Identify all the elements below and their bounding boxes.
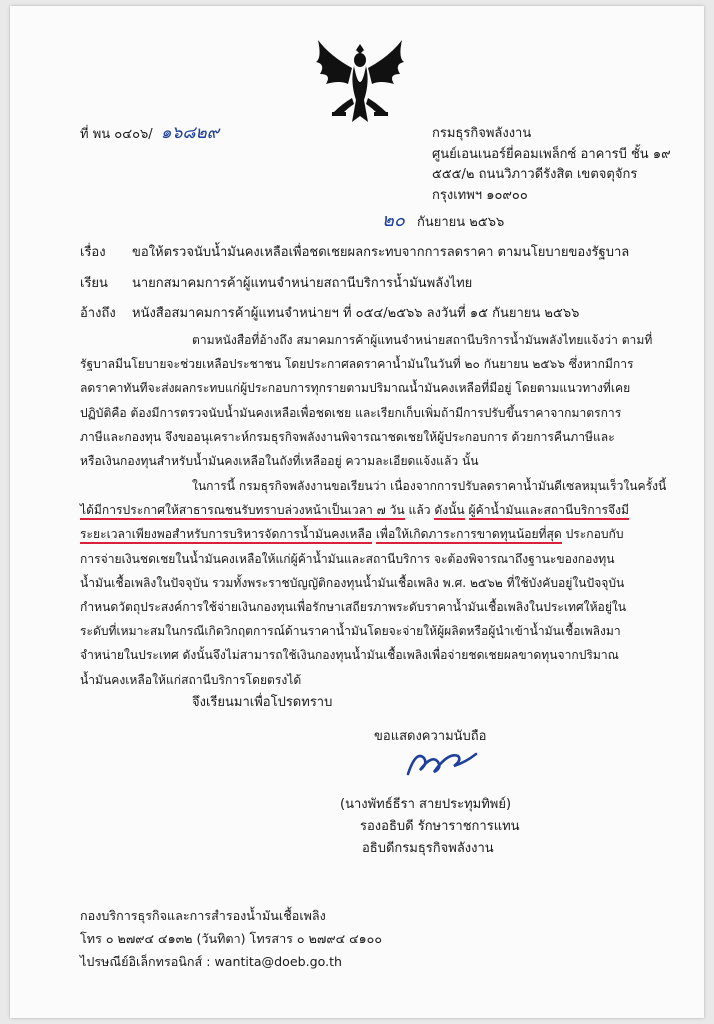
paragraph-2-line: การจ่ายเงินชดเชยในน้ำมันคงเหลือให้แก่ผู้ค้าน้ำมันและสถานีบริการ จะต้องพิจารณาถึงฐานะของกองทุน [80, 551, 615, 566]
highlight-therefore: ดังนั้น [434, 503, 464, 520]
closing-line: จึงเรียนมาเพื่อโปรดทราบ [192, 695, 333, 710]
paragraph-1 [80, 328, 653, 473]
highlight-time-enough: ระยะเวลาเพียงพอสำหรับการบริหารจัดการน้ำมันคงเหลือ [80, 527, 372, 544]
subject-text: ขอให้ตรวจนับน้ำมันคงเหลือเพื่อชดเชยผลกระทบจากการลดราคา ตามนโยบายของรัฐบาล [132, 245, 630, 260]
ref-number [80, 124, 219, 144]
paragraph-1-line: ตามหนังสือที่อ้างถึง สมาคมการค้าผู้แทนจำหน่ายสถานีบริการน้ำมันพลังไทยแจ้งว่า ตามที่ [192, 333, 653, 347]
footer-email: ไปรษณีย์อิเล็กทรอนิกส์ : wantita@doeb.go.th [80, 954, 342, 969]
regards-line: ขอแสดงความนับถือ [374, 729, 487, 744]
paragraph-2-line: กำหนดวัตถุประสงค์การใช้จ่ายเงินกองทุนเพื่อรักษาเสถียรภาพระดับราคาน้ำมันเชื้อเพลิงในประเทศให้อยู่ใน [80, 600, 627, 615]
recipient-text: นายกสมาคมการค้าผู้แทนจำหน่ายสถานีบริการน้ำมันพลังไทย [132, 276, 473, 291]
subject-label: เรื่อง [80, 245, 106, 260]
signer-name: (นางพัทธ์ธีรา สายประทุมทิพย์) [340, 797, 512, 812]
highlight-minimize-loss: เพื่อให้เกิดภาระการขาดทุนน้อยที่สุด [376, 527, 562, 544]
recipient-row [80, 275, 472, 293]
reference-row [80, 305, 579, 323]
date-day-handwritten: ๒๐ [382, 210, 405, 231]
sender-dept: กรมธุรกิจพลังงาน [432, 126, 532, 141]
garuda-emblem-icon [312, 38, 408, 126]
paragraph-2-line: ในการนี้ กรมธุรกิจพลังงานขอเรียนว่า เนื่องจากการปรับลดราคาน้ำมันดีเซลหมุนเร็วในครั้งนี้ [192, 479, 667, 493]
letter-page [10, 6, 704, 1018]
sender-street: ๕๕๕/๒ ถนนวิภาวดีรังสิต เขตจตุจักร [432, 167, 638, 182]
paragraph-1-line: ภาษีและกองทุน จึงขออนุเคราะห์กรมธุรกิจพลังงานพิจารณาชดเชยให้ผู้ประกอบการ ด้วยการคืนภาษีและ [80, 429, 615, 444]
sender-address [432, 124, 671, 206]
reference-text: หนังสือสมาคมการค้าผู้แทนจำหน่ายฯ ที่ ๐๕๔/๒๕๖๖ ลงวันที่ ๑๕ กันยายน ๒๕๖๖ [132, 306, 580, 321]
subject-row [80, 244, 629, 262]
paragraph-2-line: น้ำมันคงเหลือให้แก่สถานีบริการโดยตรงได้ [80, 672, 302, 687]
ref-number-prefix: ที่ พน ๐๔๐๖/ [80, 127, 153, 142]
signer-title-1: รองอธิบดี รักษาราชการแทน [360, 819, 520, 834]
paragraph-2-line-highlighted: ได้มีการประกาศให้สาธารณชนรับทราบล่วงหน้าเป็นเวลา ๗ วัน แล้ว ดังนั้น ผู้ค้าน้ำมันและสถานีบริการจึงมี [80, 498, 640, 522]
ref-number-handwritten: ๑๖๘๒๙ [160, 123, 220, 143]
highlight-traders: ผู้ค้าน้ำมันและสถานีบริการจึงมี [469, 503, 629, 520]
paragraph-2-line: จำหน่ายในประเทศ ดังนั้นจึงไม่สามารถใช้เงินกองทุนน้ำมันเชื้อเพลิงเพื่อจ่ายชดเชยผลขาดทุนจากปริมาณ [80, 648, 619, 663]
sender-building: ศูนย์เอนเนอร์ยี่คอมเพล็กซ์ อาคารบี ชั้น ๑๙ [432, 146, 671, 162]
paragraph-1-line: รัฐบาลมีนโยบายจะช่วยเหลือประชาชน โดยประกาศลดราคาน้ำมันในวันที่ ๒๐ กันยายน ๒๕๖๖ ซึ่งหากมีการ [80, 357, 634, 372]
paragraph-2-line: น้ำมันเชื้อเพลิงในปัจจุบัน รวมทั้งพระราชบัญญัติกองทุนน้ำมันเชื้อเพลิง พ.ศ. ๒๕๖๒ ที่ใช้บังคับอยู่ในปัจจุบัน [80, 575, 625, 590]
paragraph-1-line: ลดราคาทันทีจะส่งผลกระทบแก่ผู้ประกอบการทุกรายตามปริมาณน้ำมันคงเหลือที่มีอยู่ โดยตามแนวทางที่เคย [80, 381, 631, 396]
footer-division: กองบริการธุรกิจและการสำรองน้ำมันเชื้อเพลิง [80, 908, 326, 923]
footer-contact [80, 904, 382, 973]
signature-icon [402, 744, 482, 784]
sender-city: กรุงเทพฯ ๑๐๙๐๐ [432, 187, 528, 203]
paragraph-2 [80, 474, 667, 692]
footer-phone: โทร ๐ ๒๗๙๔ ๔๑๓๒ (วันทิตา) โทรสาร ๐ ๒๗๙๔ ๔๑๐๐ [80, 931, 383, 946]
paragraph-2-line-highlighted: ระยะเวลาเพียงพอสำหรับการบริหารจัดการน้ำมันคงเหลือ เพื่อให้เกิดภาระการขาดทุนน้อยที่สุด ประกอบกับ [80, 522, 640, 546]
paragraph-1-line: ปฏิบัติคือ ต้องมีการตรวจนับน้ำมันคงเหลือเพื่อชดเชย และเรียกเก็บเพิ่มถ้ามีการปรับขึ้นราคาจากมาตรการ [80, 405, 622, 420]
reference-label: อ้างถึง [80, 306, 116, 321]
highlight-announcement: ได้มีการประกาศให้สาธารณชนรับทราบล่วงหน้าเป็นเวลา ๗ วัน [80, 503, 405, 520]
date-month-year: กันยายน ๒๕๖๖ [417, 215, 505, 230]
paragraph-1-line: หรือเงินกองทุนสำหรับน้ำมันคงเหลือในถังที่เหลืออยู่ ความละเอียดแจ้งแล้ว นั้น [80, 454, 479, 469]
signer-title-2: อธิบดีกรมธุรกิจพลังงาน [362, 841, 494, 856]
paragraph-2-line: ระดับที่เหมาะสมในกรณีเกิดวิกฤตการณ์ด้านราคาน้ำมันโดยจะจ่ายให้ผู้ผลิตหรือผู้นำเข้าน้ำมันเชื้อเพลิงมา [80, 624, 621, 639]
recipient-label: เรียน [80, 276, 108, 291]
letter-date [382, 212, 504, 232]
